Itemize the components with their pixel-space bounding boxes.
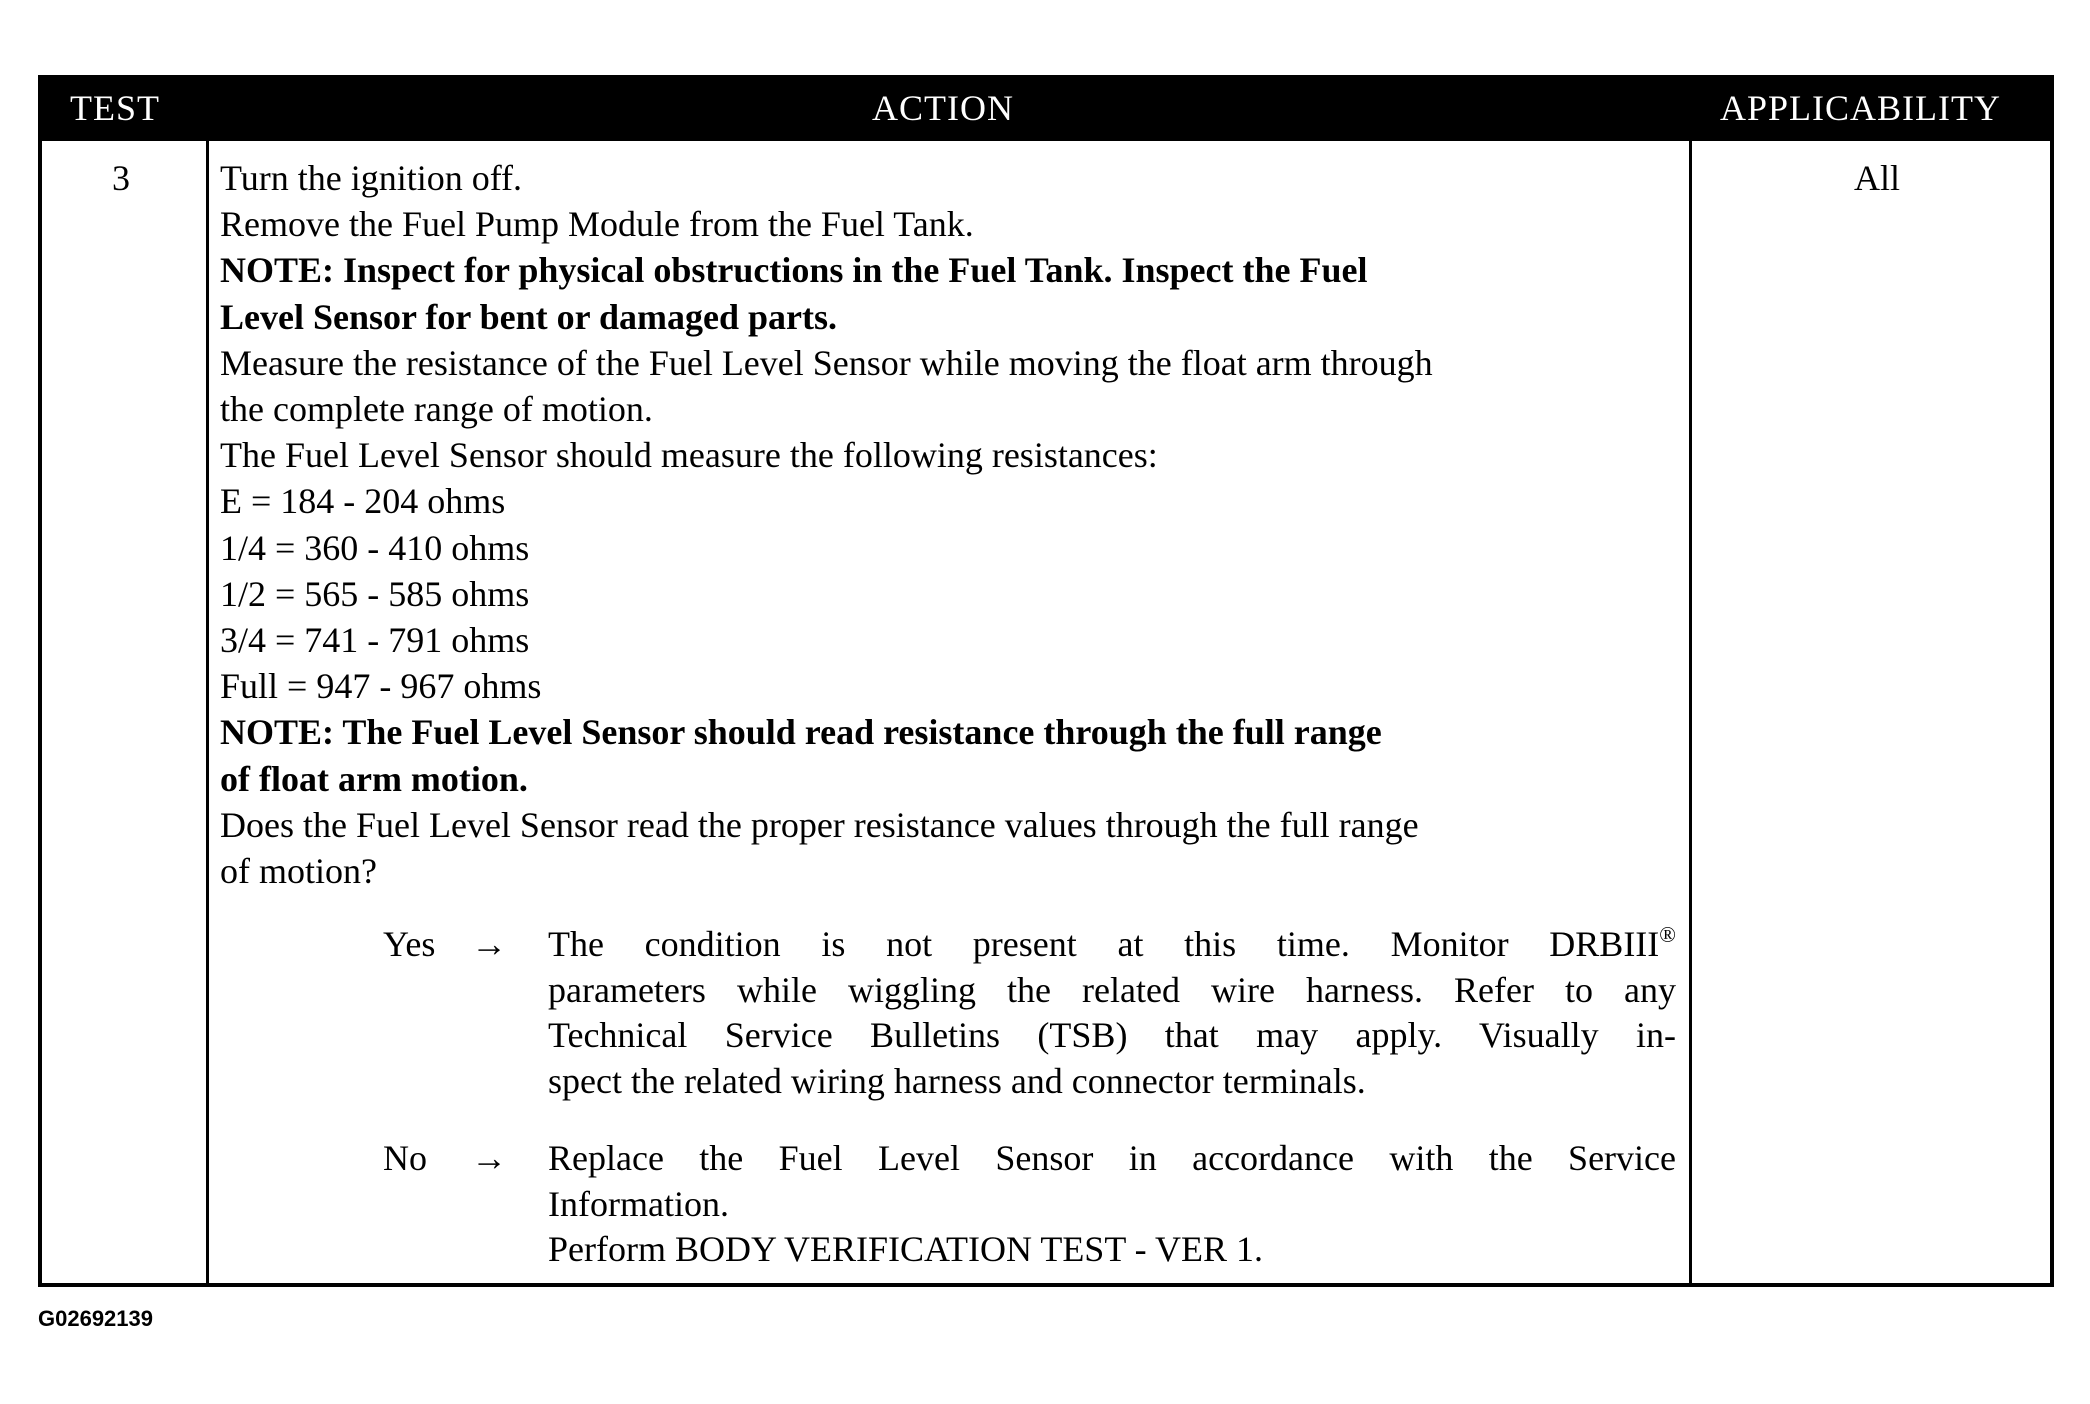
action-line: The Fuel Level Sensor should measure the following resistances: [220,435,1158,476]
yes-line: The condition is not present at this time. Monitor DRBIII® [548,922,1676,964]
resistance-spec: 1/4 = 360 - 410 ohms [220,527,530,568]
action-line: Remove the Fuel Pump Module from the Fuel Tank. [220,204,974,245]
action-line: Turn the ignition off. [220,158,523,198]
arrow-right-icon: → [471,1138,507,1178]
no-result-text [548,1136,1676,1273]
figure-id: G02692139 [38,1306,153,1331]
action-note: Level Sensor for bent or damaged parts. [220,296,837,337]
action-text [220,155,1680,894]
header-action: ACTION [872,88,1014,128]
registered-mark: ® [1659,922,1676,947]
no-line: Perform BODY VERIFICATION TEST - VER 1. [548,1229,1264,1269]
action-note: NOTE: The Fuel Level Sensor should read resistance through the full range [220,712,1382,753]
yes-label: Yes [383,924,436,964]
column-divider-applicability [1689,141,1692,1283]
action-question: of motion? [220,851,377,892]
no-label: No [383,1138,427,1178]
no-line: Replace the Fuel Level Sensor in accordance with the Service [548,1138,1676,1178]
resistance-spec: 1/2 = 565 - 585 ohms [220,573,530,614]
arrow-right-icon: → [471,924,507,964]
action-note: of float arm motion. [220,758,528,799]
action-line: Measure the resistance of the Fuel Level Sensor while moving the float arm through [220,342,1433,383]
action-question: Does the Fuel Level Sensor read the proper resistance values through the full range [220,804,1419,845]
action-line: the complete range of motion. [220,389,653,430]
diagnostic-test-table [38,75,2054,1287]
applicability-value: All [1854,158,1901,198]
column-divider-test [206,141,209,1283]
resistance-spec: 3/4 = 741 - 791 ohms [220,620,530,661]
table-header [42,79,2050,141]
resistance-spec: Full = 947 - 967 ohms [220,666,542,707]
no-line: Information. [548,1183,729,1224]
test-number: 3 [112,158,130,198]
resistance-spec: E = 184 - 204 ohms [220,481,506,522]
yes-result-text [548,922,1676,1104]
yes-line: parameters while wiggling the related wire harness. Refer to any [548,969,1676,1010]
action-note: NOTE: Inspect for physical obstructions in the Fuel Tank. Inspect the Fuel [220,250,1368,291]
header-applicability: APPLICABILITY [1720,88,2001,128]
yes-line: spect the related wiring harness and connector terminals. [548,1060,1366,1101]
yes-line: Technical Service Bulletins (TSB) that may apply. Visually in- [548,1015,1676,1055]
header-test: TEST [70,88,160,128]
